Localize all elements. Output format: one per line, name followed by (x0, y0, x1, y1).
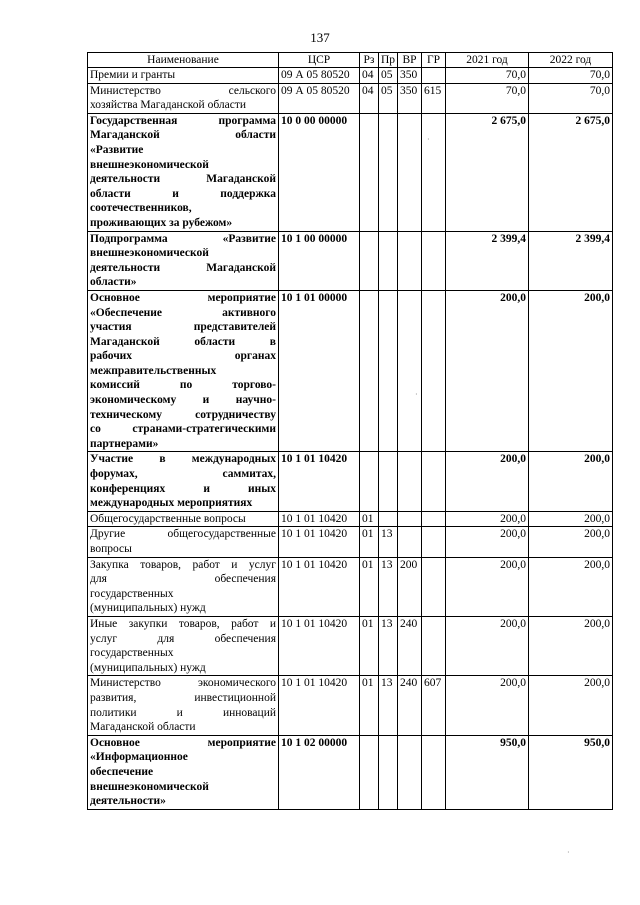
table-row (88, 290, 613, 452)
cell-2021: 950,0 (446, 735, 529, 809)
col-header-2022: 2022 год (529, 53, 613, 68)
cell-name (88, 511, 279, 527)
name-line: (муниципальных) нужд (90, 661, 206, 674)
col-header-pr: Пр (379, 53, 398, 68)
cell-vr (398, 231, 422, 290)
cell-gr (422, 735, 446, 809)
cell-vr: 200 (398, 557, 422, 616)
cell-2021: 200,0 (446, 616, 529, 675)
name-line: Премии и гранты (90, 69, 176, 81)
cell-name (88, 290, 279, 452)
cell-vr (398, 290, 422, 452)
name-line: со странами-стратегическими (90, 423, 276, 436)
name-line: Участие в международных (90, 453, 276, 466)
name-line: Министерство сельского (90, 84, 276, 97)
name-line: Магаданской области в (90, 335, 276, 348)
table-row (88, 83, 613, 113)
name-line: деятельности Магаданской (90, 261, 276, 274)
cell-pr (379, 511, 398, 527)
cell-name (88, 452, 279, 511)
name-line: хозяйства Магаданской области (90, 99, 247, 112)
name-line: участия представителей (90, 321, 276, 334)
cell-pr: 13 (379, 527, 398, 557)
cell-name (88, 616, 279, 675)
cell-2022: 70,0 (529, 83, 613, 113)
scan-speck: · (427, 135, 430, 144)
table-row (88, 527, 613, 557)
cell-2021: 200,0 (446, 527, 529, 557)
name-line: деятельности Магаданской (90, 173, 276, 186)
cell-rz (360, 452, 379, 511)
name-line: Основное мероприятие (90, 291, 276, 304)
cell-gr (422, 452, 446, 511)
cell-gr: 607 (422, 676, 446, 735)
cell-2022: 200,0 (529, 557, 613, 616)
cell-name (88, 735, 279, 809)
name-line: международных мероприятиях (90, 497, 253, 510)
name-line: Подпрограмма «Развитие (90, 232, 276, 245)
name-line: межправительственных (90, 364, 217, 377)
cell-pr (379, 290, 398, 452)
cell-gr (422, 557, 446, 616)
cell-gr (422, 527, 446, 557)
cell-name (88, 676, 279, 735)
col-header-gr: ГР (422, 53, 446, 68)
cell-name (88, 113, 279, 231)
name-line: «Информационное (90, 751, 188, 764)
table-row (88, 68, 613, 84)
name-line: развития, инвестиционной (90, 691, 276, 704)
table-row (88, 735, 613, 809)
name-line: «Развитие (90, 143, 144, 156)
cell-2021: 2 399,4 (446, 231, 529, 290)
cell-2022: 2 675,0 (529, 113, 613, 231)
cell-2021: 70,0 (446, 83, 529, 113)
table-row (88, 676, 613, 735)
name-line: «Обеспечение активного (90, 306, 276, 319)
cell-vr (398, 113, 422, 231)
cell-name (88, 527, 279, 557)
name-line: государственных (90, 587, 174, 600)
name-line: обеспечение (90, 765, 154, 778)
cell-2021: 200,0 (446, 290, 529, 452)
name-line: вопросы (90, 543, 132, 555)
cell-csr: 10 1 01 10420 (279, 527, 360, 557)
name-line: рабочих органах (90, 350, 276, 363)
name-line: для обеспечения (90, 573, 276, 586)
name-line: экономическому и научно- (90, 394, 276, 407)
cell-rz: 04 (360, 68, 379, 84)
cell-pr: 13 (379, 557, 398, 616)
cell-csr: 10 1 01 10420 (279, 676, 360, 735)
table-row (88, 452, 613, 511)
cell-vr (398, 527, 422, 557)
cell-vr (398, 452, 422, 511)
cell-name (88, 68, 279, 84)
cell-csr: 10 1 01 10420 (279, 616, 360, 675)
name-line: Иные закупки товаров, работ и (90, 617, 276, 630)
cell-rz (360, 231, 379, 290)
cell-2022: 200,0 (529, 290, 613, 452)
cell-rz (360, 290, 379, 452)
cell-pr (379, 113, 398, 231)
name-line: политики и инноваций (90, 706, 276, 719)
cell-rz: 01 (360, 511, 379, 527)
name-line: услуг для обеспечения (90, 632, 276, 645)
col-header-name: Наименование (88, 53, 279, 68)
cell-pr: 05 (379, 83, 398, 113)
cell-2021: 70,0 (446, 68, 529, 84)
cell-csr: 10 1 01 10420 (279, 511, 360, 527)
name-line: деятельности» (90, 795, 166, 808)
table-row (88, 231, 613, 290)
cell-2021: 200,0 (446, 557, 529, 616)
cell-csr: 10 0 00 00000 (279, 113, 360, 231)
cell-2022: 70,0 (529, 68, 613, 84)
cell-gr (422, 113, 446, 231)
name-line: форумах, саммитах, (90, 468, 276, 481)
cell-2022: 200,0 (529, 511, 613, 527)
cell-csr: 10 1 01 00000 (279, 290, 360, 452)
name-line: Другие общегосударственные (90, 528, 276, 541)
cell-2022: 200,0 (529, 676, 613, 735)
name-line: техническому сотрудничеству (90, 408, 276, 421)
name-line: проживающих за рубежом» (90, 216, 233, 229)
col-header-csr: ЦСР (279, 53, 360, 68)
name-line: конференциях и иных (90, 482, 276, 495)
name-line: государственных (90, 647, 174, 660)
name-line: области и поддержка (90, 187, 276, 200)
scan-speck: · (415, 390, 418, 399)
name-line: внешнеэкономической (90, 780, 209, 793)
cell-pr: 05 (379, 68, 398, 84)
cell-vr: 350 (398, 83, 422, 113)
name-line: соотечественников, (90, 202, 192, 215)
cell-2021: 2 675,0 (446, 113, 529, 231)
name-line: Основное мероприятие (90, 736, 276, 749)
cell-vr (398, 735, 422, 809)
cell-gr (422, 68, 446, 84)
cell-pr: 13 (379, 676, 398, 735)
cell-vr: 240 (398, 676, 422, 735)
cell-2022: 200,0 (529, 616, 613, 675)
cell-gr (422, 290, 446, 452)
name-line: Закупка товаров, работ и услуг (90, 558, 276, 571)
scan-speck: · (567, 848, 570, 857)
cell-rz: 01 (360, 676, 379, 735)
name-line: области» (90, 276, 137, 289)
name-line: внешнеэкономической (90, 158, 209, 171)
cell-2021: 200,0 (446, 511, 529, 527)
name-line: Магаданской области (90, 721, 196, 734)
cell-rz: 01 (360, 616, 379, 675)
cell-pr (379, 735, 398, 809)
cell-name (88, 557, 279, 616)
cell-gr (422, 511, 446, 527)
budget-table (87, 52, 613, 810)
name-line: (муниципальных) нужд (90, 602, 206, 615)
name-line: Государственная программа (90, 114, 276, 127)
cell-gr: 615 (422, 83, 446, 113)
cell-csr: 10 1 00 00000 (279, 231, 360, 290)
col-header-rz: Рз (360, 53, 379, 68)
name-line: внешнеэкономической (90, 247, 209, 260)
cell-2021: 200,0 (446, 676, 529, 735)
name-line: комиссий по торгово- (90, 379, 276, 392)
cell-rz (360, 113, 379, 231)
name-line: Магаданской области (90, 129, 276, 142)
cell-vr: 350 (398, 68, 422, 84)
name-line: партнерами» (90, 437, 159, 450)
page-number: 137 (310, 30, 330, 45)
cell-2022: 200,0 (529, 527, 613, 557)
cell-csr: 09 А 05 80520 (279, 83, 360, 113)
name-line: Министерство экономического (90, 677, 276, 690)
cell-pr (379, 231, 398, 290)
col-header-vr: ВР (398, 53, 422, 68)
table-row (88, 511, 613, 527)
col-header-2021: 2021 год (446, 53, 529, 68)
cell-gr (422, 616, 446, 675)
table-row (88, 557, 613, 616)
cell-csr: 10 1 01 10420 (279, 452, 360, 511)
cell-2022: 2 399,4 (529, 231, 613, 290)
cell-rz: 01 (360, 527, 379, 557)
cell-csr: 09 А 05 80520 (279, 68, 360, 84)
cell-vr (398, 511, 422, 527)
cell-csr: 10 1 01 10420 (279, 557, 360, 616)
cell-rz (360, 735, 379, 809)
cell-vr: 240 (398, 616, 422, 675)
table-row (88, 616, 613, 675)
header-row (88, 53, 613, 68)
cell-2022: 200,0 (529, 452, 613, 511)
cell-pr (379, 452, 398, 511)
cell-csr: 10 1 02 00000 (279, 735, 360, 809)
name-line: Общегосударственные вопросы (90, 512, 246, 525)
cell-name (88, 231, 279, 290)
cell-name (88, 83, 279, 113)
cell-pr: 13 (379, 616, 398, 675)
cell-2021: 200,0 (446, 452, 529, 511)
cell-2022: 950,0 (529, 735, 613, 809)
cell-rz: 01 (360, 557, 379, 616)
cell-gr (422, 231, 446, 290)
table-row (88, 113, 613, 231)
cell-rz: 04 (360, 83, 379, 113)
